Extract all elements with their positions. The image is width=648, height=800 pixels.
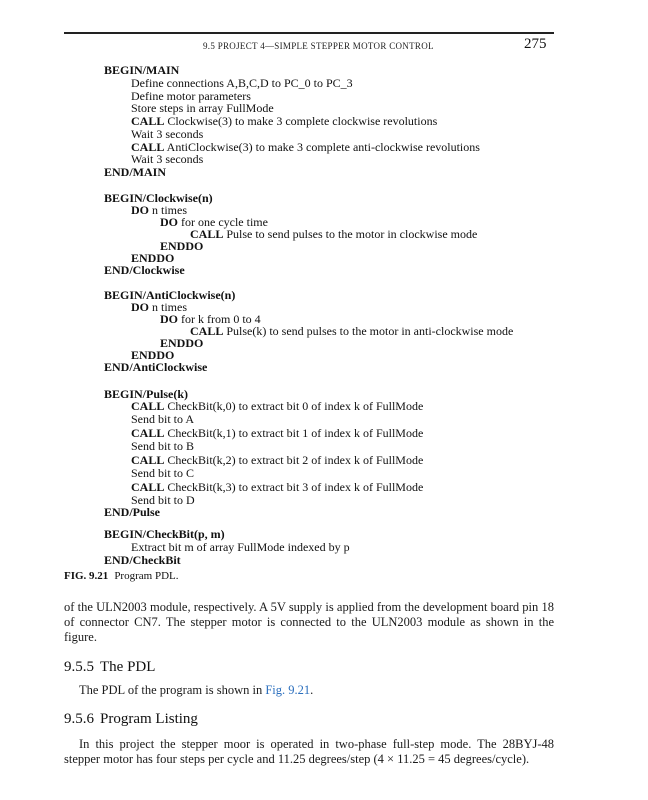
section-heading-program-listing: 9.5.6 Program Listing (64, 711, 198, 727)
pdl-line: CALL CheckBit(k,1) to extract bit 1 of index k of FullMode (131, 426, 424, 440)
pdl-line: BEGIN/Pulse(k) (104, 387, 189, 401)
pdl-line: Store steps in array FullMode (131, 101, 274, 115)
pdl-line: END/AntiClockwise (104, 360, 208, 374)
pdl-line: ENDDO (160, 336, 204, 350)
pdl-line: BEGIN/AntiClockwise(n) (104, 288, 236, 302)
pdl-line: CALL Pulse(k) to send pulses to the motor in anti-clockwise mode (190, 324, 514, 338)
body-paragraph: In this project the stepper moor is operated in two-phase full-step mode. The 28BYJ-48 stepper motor has four steps per cycle and 11.25 degrees/step (4 × 11.25 = 45 degrees/cycle). (64, 737, 554, 766)
pdl-line: Wait 3 seconds (131, 127, 204, 141)
pdl-line: ENDDO (131, 251, 175, 265)
figure-link[interactable]: Fig. 9.21 (265, 683, 311, 697)
pdl-line: CALL AntiClockwise(3) to make 3 complete anti-clockwise revolutions (131, 140, 480, 154)
figure-caption (64, 570, 178, 582)
pdl-line: END/Pulse (104, 505, 161, 519)
pdl-line: CALL CheckBit(k,2) to extract bit 2 of index k of FullMode (131, 453, 424, 467)
pdl-line: CALL Clockwise(3) to make 3 complete clockwise revolutions (131, 114, 438, 128)
pdl-line: Extract bit m of array FullMode indexed by p (131, 540, 350, 554)
body-paragraph: of the ULN2003 module, respectively. A 5V supply is applied from the development board pin 18 of connector CN7. The stepper motor is connected to the ULN2003 module as shown in the figure. (64, 600, 554, 644)
figure-caption-text: Program PDL. (114, 570, 179, 582)
pdl-line: ENDDO (131, 348, 175, 362)
pdl-line: BEGIN/CheckBit(p, m) (104, 527, 225, 541)
page-number: 275 (524, 36, 547, 52)
pdl-line: DO for k from 0 to 4 (160, 312, 261, 326)
pdl-line: Wait 3 seconds (131, 152, 204, 166)
pdl-line: ENDDO (160, 239, 204, 253)
pdl-line: Send bit to A (131, 412, 195, 426)
pdl-line: CALL CheckBit(k,3) to extract bit 3 of index k of FullMode (131, 480, 424, 494)
pdl-line: CALL Pulse to send pulses to the motor in clockwise mode (190, 227, 478, 241)
pdl-line: END/Clockwise (104, 263, 185, 277)
pdl-line: BEGIN/MAIN (104, 63, 180, 77)
body-paragraph: The PDL of the program is shown in Fig. 9.21. (79, 683, 314, 697)
pdl-line: Send bit to B (131, 439, 195, 453)
running-head: 9.5 PROJECT 4—SIMPLE STEPPER MOTOR CONTROL (203, 41, 434, 51)
header-rule (64, 32, 554, 34)
figure-label: FIG. 9.21 (64, 570, 109, 582)
pdl-line: Define connections A,B,C,D to PC_0 to PC_3 (131, 76, 353, 90)
pdl-line: DO for one cycle time (160, 215, 268, 229)
pdl-line: DO n times (131, 300, 187, 314)
pdl-line: END/CheckBit (104, 553, 181, 567)
pdl-line: Send bit to C (131, 466, 195, 480)
pdl-line: DO n times (131, 203, 187, 217)
pdl-line: Send bit to D (131, 493, 195, 507)
pdl-line: Define motor parameters (131, 89, 251, 103)
pdl-line: CALL CheckBit(k,0) to extract bit 0 of index k of FullMode (131, 399, 424, 413)
pdl-line: END/MAIN (104, 165, 166, 179)
pdl-line: BEGIN/Clockwise(n) (104, 191, 213, 205)
section-heading-pdl: 9.5.5 The PDL (64, 659, 156, 675)
